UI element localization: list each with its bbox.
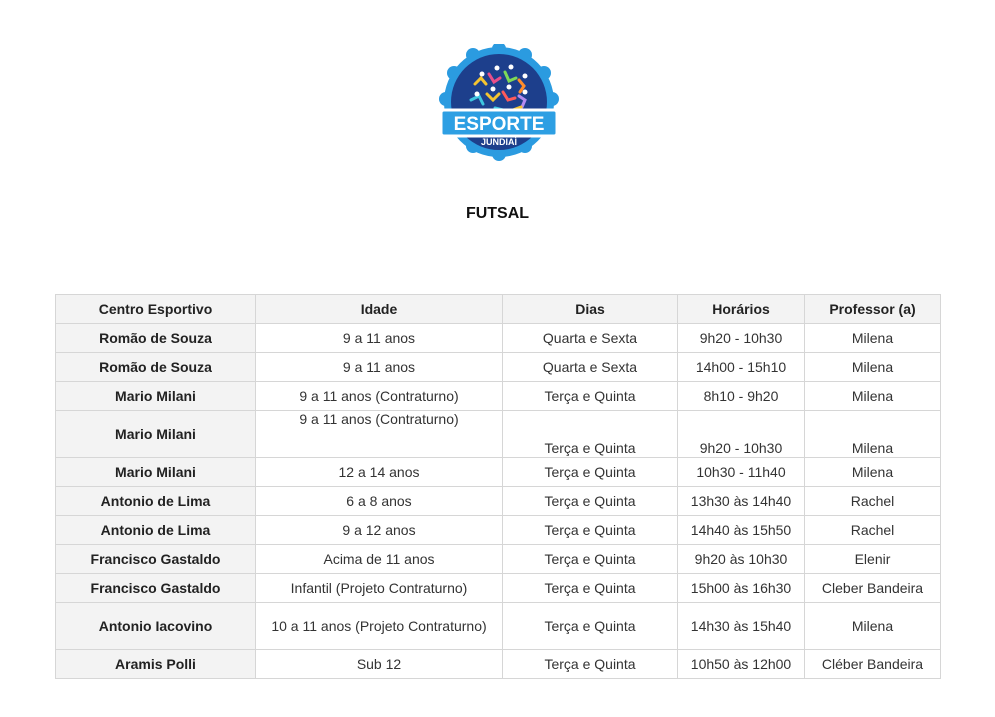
cell-centro: Mario Milani — [56, 382, 256, 411]
table-row — [56, 411, 941, 458]
cell-dias: Terça e Quinta — [503, 545, 678, 574]
cell-idade: 10 a 11 anos (Projeto Contraturno) — [256, 603, 503, 650]
cell-horario: 10h30 - 11h40 — [678, 458, 805, 487]
cell-centro: Mario Milani — [56, 458, 256, 487]
cell-horario: 9h20 - 10h30 — [678, 324, 805, 353]
cell-idade: 9 a 11 anos — [256, 324, 503, 353]
cell-professor: Milena — [805, 411, 941, 458]
cell-dias: Terça e Quinta — [503, 516, 678, 545]
table-row — [56, 574, 941, 603]
table-header-row — [56, 295, 941, 324]
cell-horario: 14h30 às 15h40 — [678, 603, 805, 650]
cell-idade: 9 a 11 anos (Contraturno) — [256, 411, 503, 458]
cell-professor: Milena — [805, 603, 941, 650]
logo-text-main: ESPORTE — [453, 114, 545, 135]
cell-idade: Infantil (Projeto Contraturno) — [256, 574, 503, 603]
cell-centro: Antonio Iacovino — [56, 603, 256, 650]
header-centro-esportivo: Centro Esportivo — [56, 295, 256, 324]
cell-horario: 13h30 às 14h40 — [678, 487, 805, 516]
cell-horario: 14h40 às 15h50 — [678, 516, 805, 545]
cell-idade: 9 a 11 anos — [256, 353, 503, 382]
cell-centro: Francisco Gastaldo — [56, 545, 256, 574]
cell-idade: 9 a 12 anos — [256, 516, 503, 545]
cell-professor: Milena — [805, 353, 941, 382]
cell-dias: Terça e Quinta — [503, 411, 678, 458]
cell-idade: 6 a 8 anos — [256, 487, 503, 516]
cell-centro: Aramis Polli — [56, 650, 256, 679]
cell-idade: 12 a 14 anos — [256, 458, 503, 487]
cell-horario: 9h20 às 10h30 — [678, 545, 805, 574]
table-row — [56, 516, 941, 545]
table-row — [56, 353, 941, 382]
cell-centro: Romão de Souza — [56, 353, 256, 382]
cell-centro: Mario Milani — [56, 411, 256, 458]
page-title: FUTSAL — [465, 205, 530, 222]
cell-idade: 9 a 11 anos (Contraturno) — [256, 382, 503, 411]
cell-horario: 9h20 - 10h30 — [678, 411, 805, 458]
cell-dias: Terça e Quinta — [503, 603, 678, 650]
schedule-table — [55, 294, 941, 679]
cell-dias: Terça e Quinta — [503, 650, 678, 679]
cell-centro: Romão de Souza — [56, 324, 256, 353]
cell-horario: 15h00 às 16h30 — [678, 574, 805, 603]
logo-text-sub: JUNDIAÍ — [480, 137, 518, 147]
table-row — [56, 545, 941, 574]
table-row — [56, 603, 941, 650]
header-idade: Idade — [256, 295, 503, 324]
cell-dias: Terça e Quinta — [503, 574, 678, 603]
cell-professor: Milena — [805, 382, 941, 411]
cell-professor: Milena — [805, 324, 941, 353]
cell-professor: Elenir — [805, 545, 941, 574]
cell-dias: Terça e Quinta — [503, 458, 678, 487]
cell-horario: 14h00 - 15h10 — [678, 353, 805, 382]
cell-professor: Milena — [805, 458, 941, 487]
cell-centro: Antonio de Lima — [56, 487, 256, 516]
table-row — [56, 650, 941, 679]
cell-professor: Cleber Bandeira — [805, 574, 941, 603]
header-professor: Professor (a) — [805, 295, 941, 324]
cell-professor: Rachel — [805, 487, 941, 516]
cell-horario: 8h10 - 9h20 — [678, 382, 805, 411]
header-horarios: Horários — [678, 295, 805, 324]
cell-horario: 10h50 às 12h00 — [678, 650, 805, 679]
cell-professor: Rachel — [805, 516, 941, 545]
table-row — [56, 382, 941, 411]
table-row — [56, 487, 941, 516]
cell-dias: Terça e Quinta — [503, 487, 678, 516]
cell-dias: Quarta e Sexta — [503, 353, 678, 382]
header-dias: Dias — [503, 295, 678, 324]
cell-centro: Antonio de Lima — [56, 516, 256, 545]
table-row — [56, 458, 941, 487]
cell-centro: Francisco Gastaldo — [56, 574, 256, 603]
cell-idade: Sub 12 — [256, 650, 503, 679]
logo-badge-icon — [437, 44, 561, 164]
cell-dias: Terça e Quinta — [503, 382, 678, 411]
cell-idade: Acima de 11 anos — [256, 545, 503, 574]
cell-professor: Cléber Bandeira — [805, 650, 941, 679]
esporte-jundiai-logo — [437, 44, 561, 164]
cell-dias: Quarta e Sexta — [503, 324, 678, 353]
table-row — [56, 324, 941, 353]
